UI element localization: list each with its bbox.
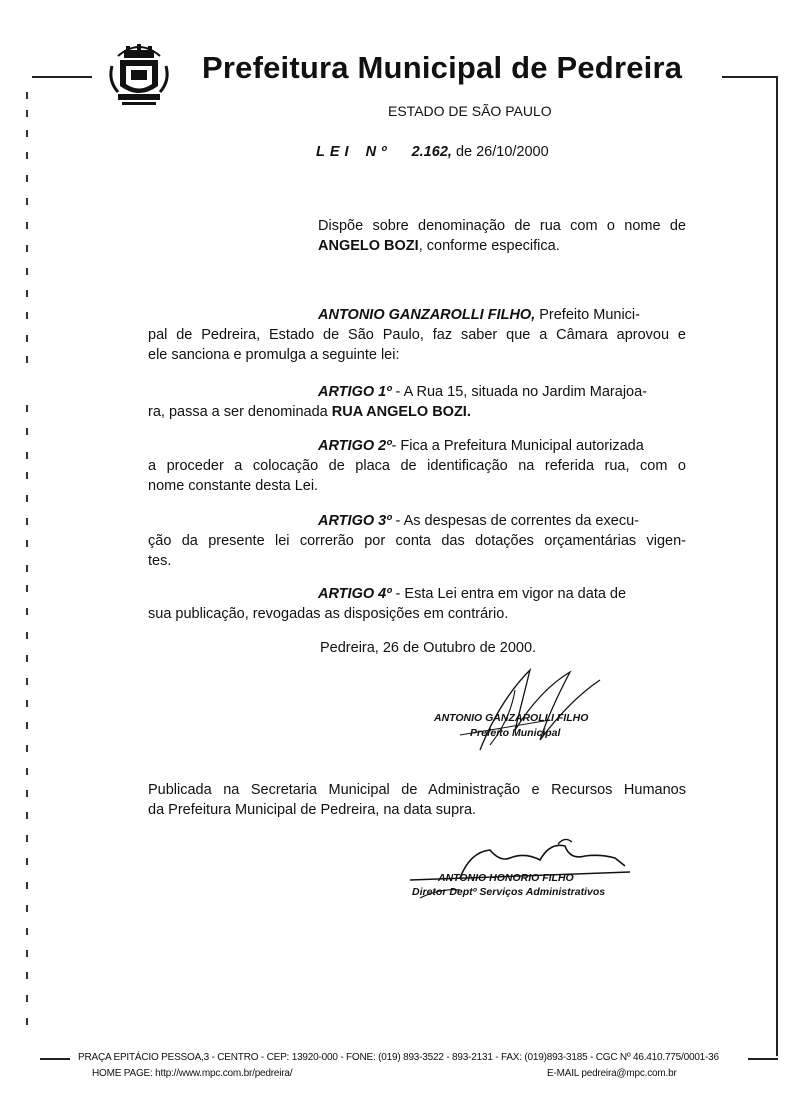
- article-text: nome constante desta Lei.: [148, 478, 319, 494]
- director-signature-name: ANTONIO HONORIO FILHO: [438, 872, 574, 884]
- header-state: ESTADO DE SÃO PAULO: [388, 103, 552, 119]
- article-label: ARTIGO 1º: [318, 384, 392, 400]
- law-summary: [318, 216, 686, 256]
- publication-note: [148, 780, 686, 820]
- preamble-line: pal de Pedreira, Estado de São Paulo, faz saber que a Câmara aprovou e: [148, 327, 686, 343]
- footer-rule-right: [748, 1058, 778, 1060]
- article-4: [148, 584, 686, 624]
- article-1: [148, 382, 686, 422]
- article-text: a proceder a colocação de placa de identificação na referida rua, com o: [148, 458, 686, 474]
- mayor-name: ANTONIO GANZAROLLI FILHO,: [318, 307, 536, 323]
- publication-line: Publicada na Secretaria Municipal de Administração e Recursos Humanos: [148, 782, 686, 798]
- law-label: LEI: [316, 144, 354, 160]
- article-text: ção da presente lei correrão por conta das dotações orçamentárias vigen-: [148, 533, 686, 549]
- article-text: tes.: [148, 553, 172, 569]
- place-date: Pedreira, 26 de Outubro de 2000.: [320, 640, 537, 656]
- publication-line: da Prefeitura Municipal de Pedreira, na data supra.: [148, 802, 477, 818]
- summary-name: ANGELO BOZI: [318, 238, 419, 254]
- header-rule-right: [722, 76, 776, 78]
- summary-line-rest: , conforme especifica.: [418, 238, 560, 254]
- footer-email: E-MAIL pedreira@mpc.com.br: [547, 1068, 677, 1079]
- street-name: RUA ANGELO BOZI.: [331, 404, 471, 420]
- preamble: [148, 305, 686, 365]
- article-text: ra, passa a ser denominada: [148, 404, 332, 420]
- preamble-line: Prefeito Munici-: [535, 307, 640, 323]
- law-date: de 26/10/2000: [455, 144, 549, 160]
- footer-homepage: HOME PAGE: http://www.mpc.com.br/pedreira/: [92, 1068, 293, 1079]
- article-3: [148, 511, 686, 571]
- summary-line: Dispõe sobre denominação de rua com o nome de: [318, 218, 686, 234]
- article-text: - As despesas de correntes da execu-: [391, 513, 639, 529]
- mayor-signature-title: Prefeito Municipal: [470, 727, 561, 739]
- article-label: ARTIGO 4º: [318, 586, 392, 602]
- director-signature-title: Diretor Deptº Serviços Administrativos: [412, 886, 606, 898]
- law-heading: [316, 144, 549, 160]
- article-label: ARTIGO 3º: [318, 513, 392, 529]
- article-text: - A Rua 15, situada no Jardim Marajoa-: [391, 384, 648, 400]
- preamble-line: ele sanciona e promulga a seguinte lei:: [148, 347, 400, 363]
- footer-address: PRAÇA EPITÁCIO PESSOA,3 - CENTRO - CEP: 13920-000 - FONE: (019) 893-3522 - 893-2131 - FAX: (019)893-3185 - CGC Nº 46.410.775/0001-36: [78, 1052, 719, 1063]
- article-label: ARTIGO 2º: [318, 438, 392, 454]
- law-number-label: Nº: [365, 144, 392, 160]
- article-2: [148, 436, 686, 496]
- municipal-crest-icon: [104, 36, 174, 108]
- footer-rule-left: [40, 1058, 70, 1060]
- mayor-signature-icon: [420, 660, 620, 760]
- header-rule-left: [32, 76, 92, 78]
- article-text: - Fica a Prefeitura Municipal autorizada: [391, 438, 644, 454]
- article-text: - Esta Lei entra em vigor na data de: [391, 586, 627, 602]
- law-number: 2.162,: [411, 144, 452, 160]
- article-text: sua publicação, revogadas as disposições em contrário.: [148, 606, 509, 622]
- header-title: Prefeitura Municipal de Pedreira: [202, 50, 683, 85]
- mayor-signature-name: ANTONIO GANZAROLLI FILHO: [434, 712, 589, 724]
- page-border-right: [776, 76, 778, 1056]
